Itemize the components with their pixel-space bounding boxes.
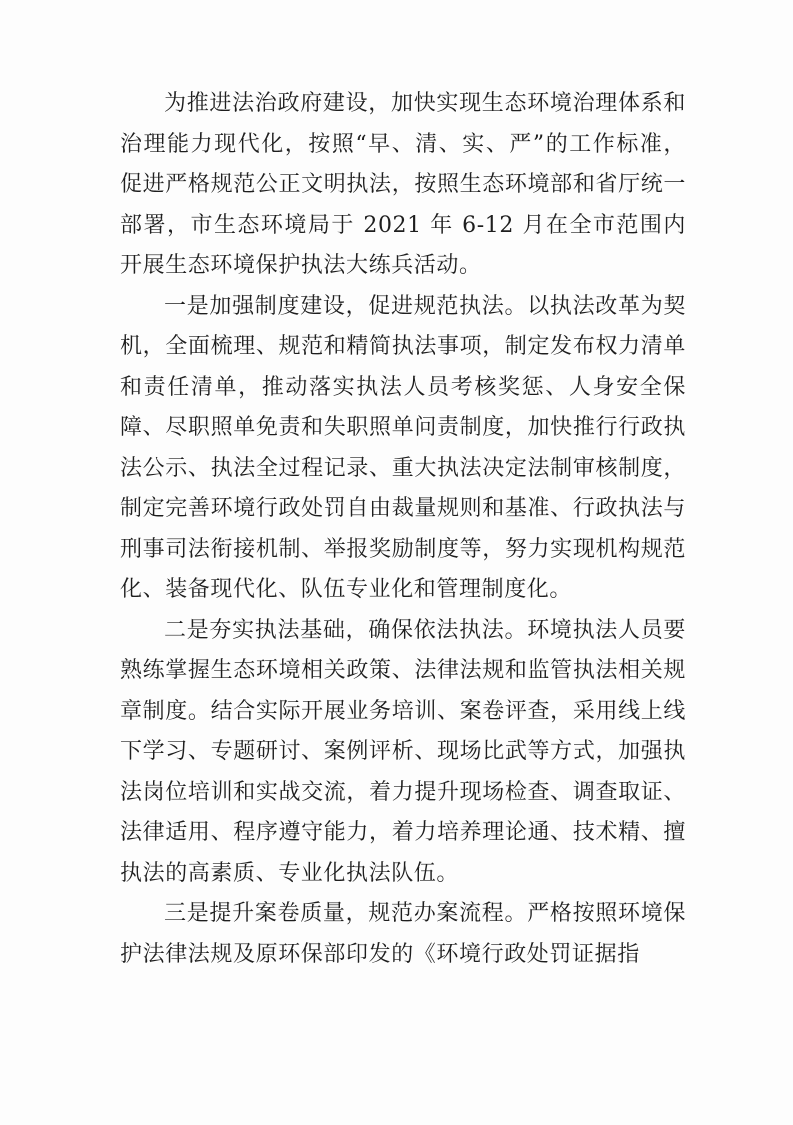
paragraph-intro: 为推进法治政府建设，加快实现生态环境治理体系和治理能力现代化，按照“早、清、实、严”的工作标准，促进严格规范公正文明执法，按照生态环境部和省厅统一部署，市生态环境局于 2021 年 6-12 月在全市范围内开展生态环境保护执法大练兵活动。 bbox=[120, 91, 686, 278]
document-body bbox=[120, 84, 686, 975]
paragraph-third-point: 三是提升案卷质量，规范办案流程。严格按照环境保护法律法规及原环保部印发的《环境行政处罚证据指 bbox=[120, 901, 686, 967]
paragraph-second-point: 二是夯实执法基础，确保依法执法。环境执法人员要熟练掌握生态环境相关政策、法律法规和监管执法相关规章制度。结合实际开展业务培训、案卷评查，采用线上线下学习、专题研讨、案例评析、现场比武等方式，加强执法岗位培训和实战交流，着力提升现场检查、调查取证、法律适用、程序遵守能力，着力培养理论通、技术精、擅执法的高素质、专业化执法队伍。 bbox=[120, 617, 686, 886]
paragraph-first-point: 一是加强制度建设，促进规范执法。以执法改革为契机，全面梳理、规范和精简执法事项，制定发布权力清单和责任清单，推动落实执法人员考核奖惩、人身安全保障、尽职照单免责和失职照单问责制度，加快推行行政执法公示、执法全过程记录、重大执法决定法制审核制度，制定完善环境行政处罚自由裁量规则和基准、行政执法与刑事司法衔接机制、举报奖励制度等，努力实现机构规范化、装备现代化、队伍专业化和管理制度化。 bbox=[120, 293, 686, 602]
